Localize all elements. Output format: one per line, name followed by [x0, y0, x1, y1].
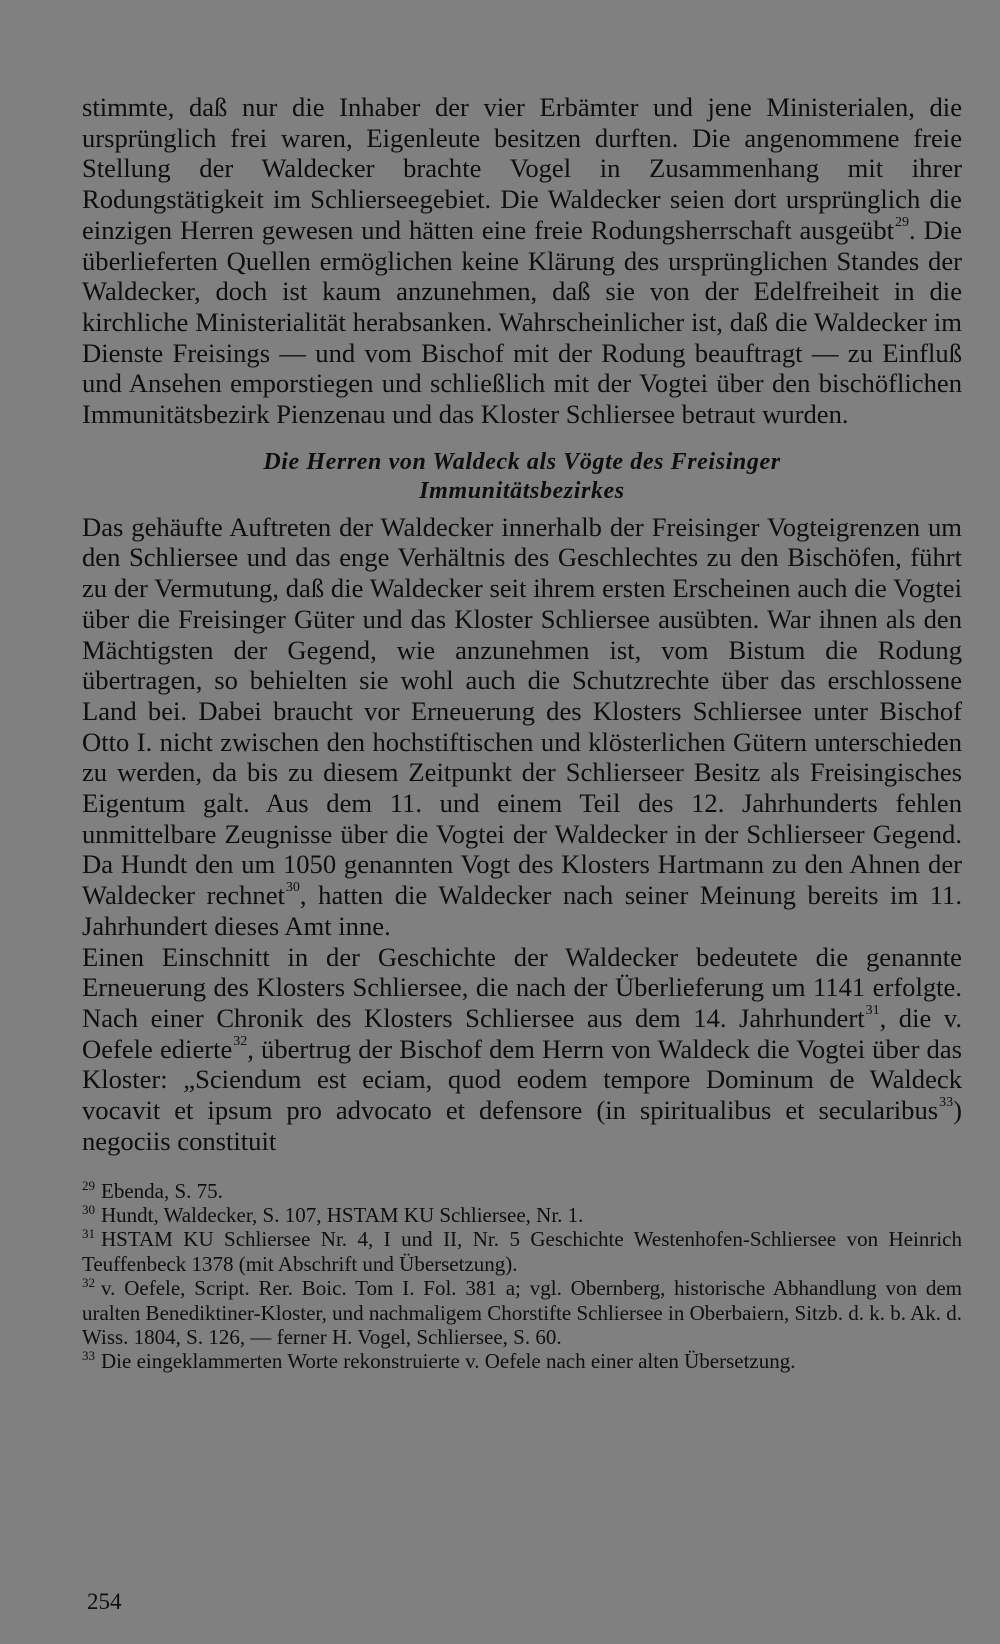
footnotes: [82, 1179, 962, 1374]
footnote-number: 32: [82, 1275, 95, 1291]
footnote-31: [82, 1227, 962, 1276]
footnote-ref-29[interactable]: 29: [895, 214, 910, 230]
paragraph-3-text-d: ) negociis constituit: [82, 1095, 962, 1156]
footnote-30: [82, 1203, 962, 1227]
paragraph-1: [82, 92, 962, 430]
footnote-text: HSTAM KU Schliersee Nr. 4, I und II, Nr. 5 Geschichte Westenhofen-Schliersee von Heinrich Teuffenbeck 1378 (mit Abschrift und Übersetzung).: [82, 1227, 962, 1276]
footnote-text: Ebenda, S. 75.: [101, 1178, 223, 1203]
footnote-29: [82, 1179, 962, 1203]
footnote-ref-30[interactable]: 30: [285, 880, 300, 896]
section-heading-line-2: Immunitätsbezirkes: [419, 477, 625, 504]
footnote-ref-32[interactable]: 32: [233, 1033, 248, 1049]
paragraph-3-text-a: Einen Einschnitt in der Geschichte der Waldecker bedeutete die genannte Erneuerung des Klosters Schliersee, die nach der Überlieferung um 1141 erfolgte. Nach einer Chronik des Klosters Schliersee aus dem 14. Jahrhundert: [82, 941, 962, 1033]
paragraph-3-text-b: , die v. Oefele edierte: [82, 1002, 963, 1064]
paragraph-2-text-b: , hatten die Waldecker nach seiner Meinung bereits im 11. Jahrhundert dieses Amt inne.: [82, 880, 963, 941]
footnote-number: 30: [82, 1201, 95, 1217]
footnote-number: 31: [82, 1226, 95, 1242]
paragraph-2: [82, 512, 962, 942]
paragraph-3-text-c: , übertrug der Bischof dem Herrn von Waldeck die Vogtei über das Kloster: „Sciendum est eciam, quod eodem tempore Dominum de Waldeck vocavit et ipsum pro advocato et defensore (in spiritualibus et secularibus: [82, 1033, 962, 1126]
paragraph-1-text-a: stimmte, daß nur die Inhaber der vier Erbämter und jene Ministerialen, die ursprünglich frei waren, Eigenleute besitzen durften. Die angenommene freie Stellung der Waldecker brachte Vogel in Zusammenhang mit ihrer Rodungstätigkeit im Schlierseegebiet. Die Waldecker seien dort ursprünglich die einzigen Herren gewesen und hätten eine freie Rodungsherrschaft ausgeübt: [82, 92, 962, 245]
footnote-number: 29: [82, 1177, 95, 1193]
footnote-text: Die eingeklammerten Worte rekonstruierte v. Oefele nach einer alten Übersetzung.: [101, 1349, 796, 1374]
paragraph-3: [82, 942, 962, 1157]
footnote-32: [82, 1276, 962, 1349]
footnote-ref-33[interactable]: 33: [939, 1095, 954, 1111]
footnote-ref-31[interactable]: 31: [865, 1003, 880, 1019]
page-number: 254: [87, 1589, 122, 1614]
section-heading: [82, 448, 962, 506]
footnote-text: v. Oefele, Script. Rer. Boic. Tom I. Fol. 381 a; vgl. Obernberg, historische Abhandlung von dem uralten Benediktiner-Kloster, und nachmaligem Chorstifte Schliersee in Oberbaiern, Sitzb. d. k. b. Ak. d. Wiss. 1804, S. 126, — ferner H. Vogel, Schliersee, S. 60.: [82, 1276, 962, 1349]
section-heading-line-1: Die Herren von Waldeck als Vögte des Freisinger: [263, 448, 781, 475]
paragraph-1-text-b: . Die überlieferten Quellen ermöglichen keine Klärung des ursprünglichen Standes der Waldecker, doch ist kaum anzunehmen, daß sie von der Edelfreiheit in die kirchliche Ministerialität herabsanken. Wahrscheinlicher ist, daß die Waldecker im Dienste Freisings — und vom Bischof mit der Rodung beauftragt — zu Einfluß und Ansehen emporstiegen und schließlich mit der Vogtei über den bischöflichen Immunitätsbezirk Pienzenau und das Kloster Schliersee betraut wurden.: [82, 214, 962, 430]
footnote-number: 33: [82, 1348, 95, 1364]
footnote-text: Hundt, Waldecker, S. 107, HSTAM KU Schliersee, Nr. 1.: [101, 1202, 584, 1227]
paragraph-2-text-a: Das gehäufte Auftreten der Waldecker innerhalb der Freisinger Vogteigrenzen um den Schliersee und das enge Verhältnis des Geschlechtes zu den Bischöfen, führt zu der Vermutung, daß die Waldecker seit ihrem ersten Erscheinen auch die Vogtei über die Freisinger Güter und das Kloster Schliersee ausübten. War ihnen als den Mächtigsten der Gegend, wie anzunehmen ist, vom Bistum die Rodung übertragen, so behielten sie wohl auch die Schutzrechte über das erschlossene Land bei. Dabei braucht vor Erneuerung des Klosters Schliersee unter Bischof Otto I. nicht zwischen den hochstiftischen und klösterlichen Gütern unterschieden zu werden, da bis zu diesem Zeitpunkt der Schlierseer Besitz als Freisingisches Eigentum galt. Aus dem 11. und einem Teil des 12. Jahrhunderts fehlen unmittelbare Zeugnisse über die Vogtei der Waldecker in der Schlierseer Gegend. Da Hundt den um 1050 genannten Vogt des Klosters Hartmann zu den Ahnen der Waldecker rechnet: [82, 511, 962, 911]
page-content: [82, 92, 962, 1374]
footnote-33: [82, 1349, 962, 1373]
